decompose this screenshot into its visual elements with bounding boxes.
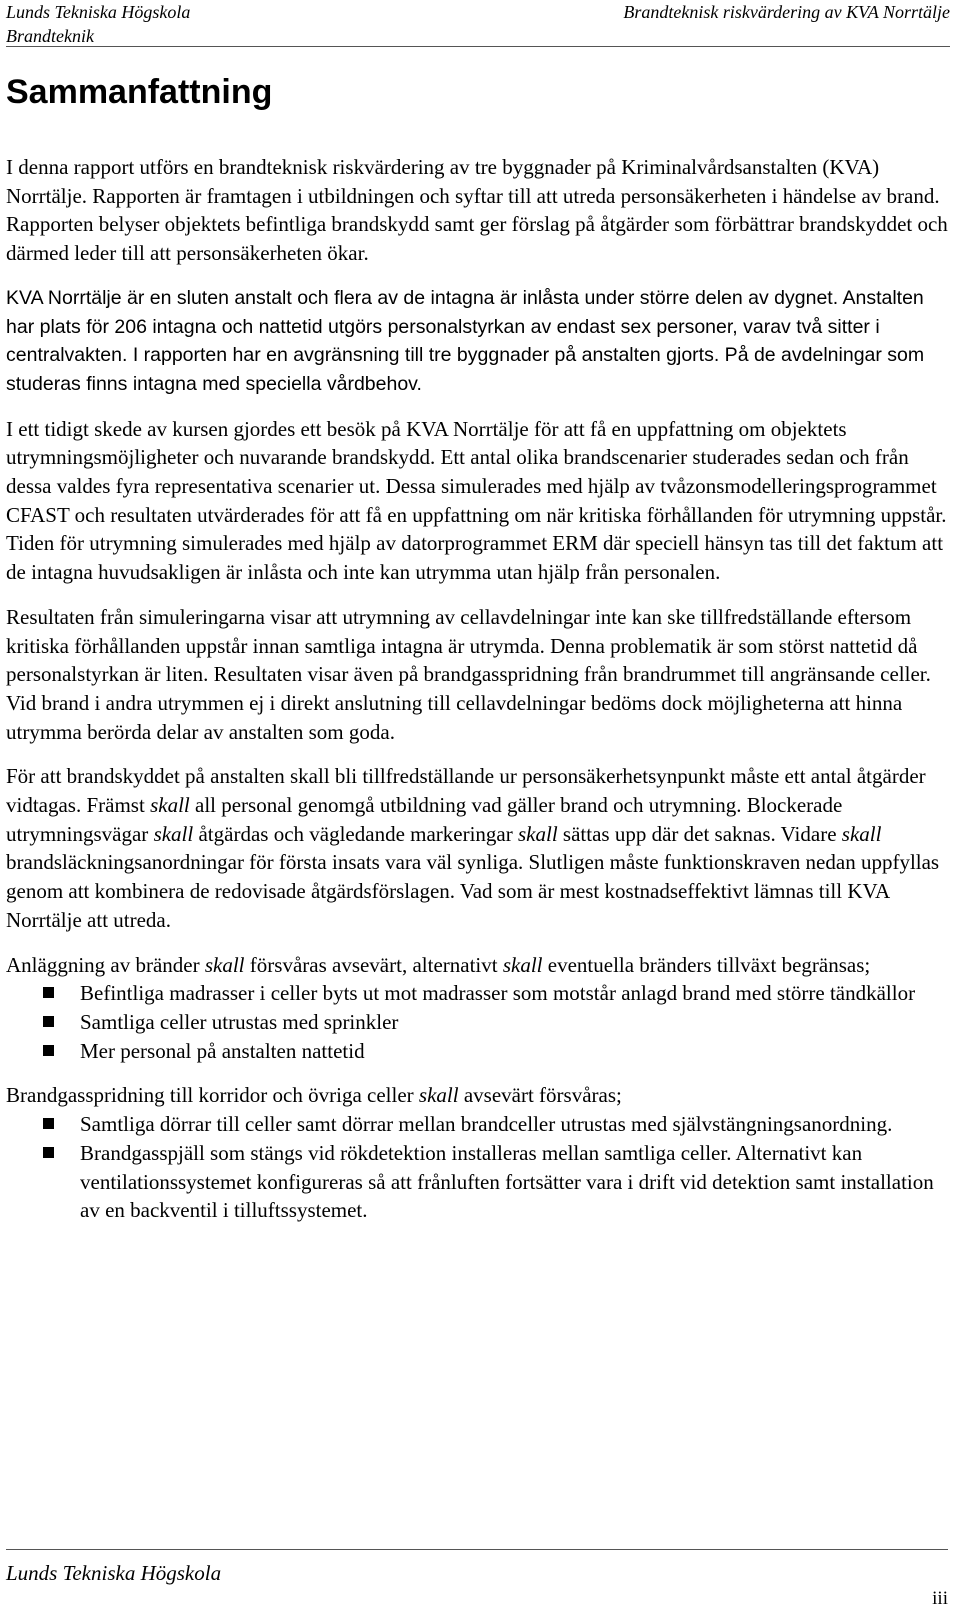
header-institution xyxy=(6,0,190,48)
paragraph-smoke-spread: Brandgasspridning till korridor och övriga celler skall avsevärt försvåras; xyxy=(6,1083,622,1108)
page-header xyxy=(6,0,950,47)
bullet-list-smoke-spread xyxy=(6,1110,954,1225)
summary-body xyxy=(6,153,954,1241)
paragraph-method: I ett tidigt skede av kursen gjordes ett besök på KVA Norrtälje för att få en uppfattning om objektets utrymningsmöjligheter och nuvarande brandskydd. Ett antal olika brandscenarier studerades sedan och från dessa valdes fyra representativa scenarier ut. Dessa simulerades med hjälp av tvåzonsmodelleringsprogrammet CFAST och resultaten utvärderades för att få en uppfattning om när kritiska förhållanden för utrymning uppstår. Tiden för utrymning simulerades med hjälp av datorprogrammet ERM där speciell hänsyn tas till det faktum att de intagna huvudsakligen är inlåsta och inte kan utrymma utan hjälp från personalen. xyxy=(6,416,947,585)
bullet-square-icon xyxy=(43,1147,54,1158)
bullet-square-icon xyxy=(43,1118,54,1129)
list-item: Befintliga madrasser i celler byts ut mot madrasser som motstår anlagd brand med större tändkällor xyxy=(6,979,954,1008)
bullet-square-icon xyxy=(43,987,54,998)
paragraph-facility: KVA Norrtälje är en sluten anstalt och flera av de intagna är inlåsta under större delen av dygnet. Anstalten har plats för 206 intagna och nattetid utgörs personalstyrkan av endast sex personer, varav två sitter i centralvakten. I rapporten har en avgränsning till tre byggnader på anstalten gjorts. På de avdelningar som studeras finns intagna med speciella vårdbehov. xyxy=(6,286,925,395)
header-left-text: Lunds Tekniska Högskola Brandteknik xyxy=(6,2,191,46)
list-item: Samtliga celler utrustas med sprinkler xyxy=(6,1008,954,1037)
list-item: Samtliga dörrar till celler samt dörrar mellan brandceller utrustas med självstängningsanordning. xyxy=(6,1110,954,1139)
page-number: iii xyxy=(932,1588,948,1609)
paragraph-fire-setting: Anläggning av bränder skall försvåras avsevärt, alternativt skall eventuella bränders tillväxt begränsas; xyxy=(6,952,871,977)
paragraph-intro: I denna rapport utförs en brandteknisk riskvärdering av tre byggnader på Kriminalvårdsanstalten (KVA) Norrtälje. Rapporten är framtagen i utbildningen och syftar till att utreda personsäkerheten i händelse av brand. Rapporten belyser objektets befintliga brandskydd samt ger förslag på åtgärder som förbättrar brandskyddet och därmed leder till att personsäkerheten ökar. xyxy=(6,155,948,266)
list-item: Brandgasspjäll som stängs vid rökdetektion installeras mellan samtliga celler. Alternativt kan ventilationssystemet konfigureras så att frånluften fortsätter vara i drift vid detektion samt installation av en backventil i tilluftssystemet. xyxy=(6,1139,954,1225)
list-item: Mer personal på anstalten nattetid xyxy=(6,1037,954,1066)
footer-institution: Lunds Tekniska Högskola xyxy=(6,1561,222,1585)
header-report-title: Brandteknisk riskvärdering av KVA Norrtälje xyxy=(623,2,950,22)
bullet-list-fire-setting xyxy=(6,979,954,1065)
paragraph-measures: För att brandskyddet på anstalten skall bli tillfredställande ur personsäkerhetsynpunkt måste ett antal åtgärder vidtagas. Främst skall all personal genomgå utbildning vad gäller brand och utrymning. Blockerade utrymningsvägar skall åtgärdas och vägledande markeringar skall sättas upp där det saknas. Vidare skall brandsläckningsanordningar för första insats vara väl synliga. Slutligen måste funktionskraven nedan uppfyllas genom att kombinera de redovisade åtgärdsförslagen. Vad som är mest kostnadseffektivt lämnas till KVA Norrtälje att utreda. xyxy=(6,764,940,932)
section-title: Sammanfattning xyxy=(6,73,273,111)
paragraph-results: Resultaten från simuleringarna visar att utrymning av cellavdelningar inte kan ske tillfredställande eftersom kritiska förhållanden uppstår innan samtliga intagna är utrymda. Denna problematik är som störst nattetid då personalstyrkan är liten. Resultaten visar även på brandgasspridning från brandrummet till angränsande celler. Vid brand i andra utrymmen ej i direkt anslutning till cellavdelningar bedöms dock möjligheterna att hinna utrymma berörda delar av anstalten som goda. xyxy=(6,604,931,744)
bullet-square-icon xyxy=(43,1045,54,1056)
bullet-square-icon xyxy=(43,1016,54,1027)
footer-divider xyxy=(6,1549,948,1550)
